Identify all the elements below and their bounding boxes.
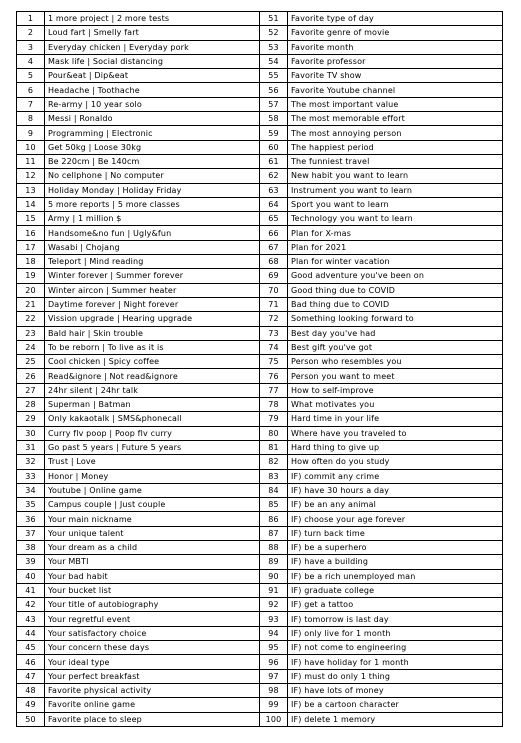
left-item-text: Be 220cm | Be 140cm (45, 154, 260, 168)
right-item-text: The funniest travel (288, 154, 503, 168)
right-item-number: 91 (260, 583, 288, 597)
right-item-text: IF) be a cartoon character (288, 698, 503, 712)
left-item-text: Only kakaotalk | SMS&phonecall (45, 412, 260, 426)
right-item-text: IF) tomorrow is last day (288, 612, 503, 626)
right-item-number: 71 (260, 297, 288, 311)
right-item-number: 69 (260, 269, 288, 283)
left-item-number: 47 (17, 669, 45, 683)
table-row (17, 83, 503, 97)
left-item-text: Re-army | 10 year solo (45, 97, 260, 111)
left-item-number: 41 (17, 583, 45, 597)
left-item-number: 46 (17, 655, 45, 669)
right-item-number: 83 (260, 469, 288, 483)
table-row (17, 612, 503, 626)
right-item-text: Sport you want to learn (288, 197, 503, 211)
right-item-number: 51 (260, 12, 288, 26)
table-row (17, 583, 503, 597)
left-item-number: 11 (17, 154, 45, 168)
right-item-number: 54 (260, 54, 288, 68)
right-item-number: 80 (260, 426, 288, 440)
left-item-number: 43 (17, 612, 45, 626)
table-row (17, 12, 503, 26)
table-row (17, 483, 503, 497)
right-item-text: Plan for winter vacation (288, 255, 503, 269)
table-row (17, 283, 503, 297)
right-item-number: 67 (260, 240, 288, 254)
left-item-text: Daytime forever | Night forever (45, 297, 260, 311)
right-item-number: 77 (260, 383, 288, 397)
left-item-text: Teleport | Mind reading (45, 255, 260, 269)
left-item-number: 5 (17, 69, 45, 83)
table-row (17, 655, 503, 669)
right-item-text: How often do you study (288, 455, 503, 469)
question-table (16, 11, 503, 727)
left-item-text: Your perfect breakfast (45, 669, 260, 683)
left-item-text: Your MBTI (45, 555, 260, 569)
left-item-text: Get 50kg | Loose 30kg (45, 140, 260, 154)
right-item-text: Best gift you've got (288, 340, 503, 354)
left-item-number: 44 (17, 626, 45, 640)
right-item-text: IF) choose your age forever (288, 512, 503, 526)
table-row (17, 398, 503, 412)
right-item-text: Where have you traveled to (288, 426, 503, 440)
right-item-number: 52 (260, 26, 288, 40)
right-item-text: The most annoying person (288, 126, 503, 140)
left-item-text: Your bucket list (45, 583, 260, 597)
left-item-text: Your bad habit (45, 569, 260, 583)
right-item-text: New habit you want to learn (288, 169, 503, 183)
table-row (17, 669, 503, 683)
left-item-text: Go past 5 years | Future 5 years (45, 440, 260, 454)
table-row (17, 197, 503, 211)
table-row (17, 683, 503, 697)
right-item-number: 73 (260, 326, 288, 340)
left-item-number: 13 (17, 183, 45, 197)
table-row (17, 698, 503, 712)
right-item-number: 74 (260, 340, 288, 354)
right-item-number: 94 (260, 626, 288, 640)
right-item-number: 92 (260, 598, 288, 612)
left-item-number: 24 (17, 340, 45, 354)
right-item-text: IF) have lots of money (288, 683, 503, 697)
right-item-text: Favorite month (288, 40, 503, 54)
right-item-number: 93 (260, 612, 288, 626)
left-item-number: 30 (17, 426, 45, 440)
table-row (17, 212, 503, 226)
table-row (17, 312, 503, 326)
left-item-number: 36 (17, 512, 45, 526)
right-item-number: 55 (260, 69, 288, 83)
table-row (17, 169, 503, 183)
right-item-number: 72 (260, 312, 288, 326)
left-item-text: Headache | Toothache (45, 83, 260, 97)
left-item-number: 40 (17, 569, 45, 583)
left-item-number: 26 (17, 369, 45, 383)
left-item-text: Favorite place to sleep (45, 712, 260, 726)
table-row (17, 183, 503, 197)
table-row (17, 69, 503, 83)
right-item-text: Hard time in your life (288, 412, 503, 426)
left-item-number: 10 (17, 140, 45, 154)
left-item-text: Trust | Love (45, 455, 260, 469)
left-item-text: To be reborn | To live as it is (45, 340, 260, 354)
right-item-number: 89 (260, 555, 288, 569)
left-item-number: 50 (17, 712, 45, 726)
table-row (17, 641, 503, 655)
right-item-text: Favorite TV show (288, 69, 503, 83)
left-item-number: 9 (17, 126, 45, 140)
table-row (17, 440, 503, 454)
left-item-number: 37 (17, 526, 45, 540)
left-item-text: Winter aircon | Summer heater (45, 283, 260, 297)
left-item-number: 16 (17, 226, 45, 240)
left-item-text: Vission upgrade | Hearing upgrade (45, 312, 260, 326)
right-item-number: 61 (260, 154, 288, 168)
right-item-number: 66 (260, 226, 288, 240)
table-row (17, 469, 503, 483)
left-item-text: Favorite online game (45, 698, 260, 712)
table-row (17, 540, 503, 554)
right-item-text: Good adventure you've been on (288, 269, 503, 283)
left-item-number: 42 (17, 598, 45, 612)
table-row (17, 112, 503, 126)
left-item-number: 20 (17, 283, 45, 297)
right-item-number: 81 (260, 440, 288, 454)
right-item-text: Favorite type of day (288, 12, 503, 26)
left-item-number: 28 (17, 398, 45, 412)
right-item-number: 78 (260, 398, 288, 412)
left-item-number: 22 (17, 312, 45, 326)
left-item-text: Programming | Electronic (45, 126, 260, 140)
left-item-number: 25 (17, 355, 45, 369)
left-item-number: 21 (17, 297, 45, 311)
left-item-number: 38 (17, 540, 45, 554)
table-row (17, 369, 503, 383)
right-item-text: IF) must do only 1 thing (288, 669, 503, 683)
left-item-text: 5 more reports | 5 more classes (45, 197, 260, 211)
left-item-number: 48 (17, 683, 45, 697)
right-item-number: 99 (260, 698, 288, 712)
table-row (17, 355, 503, 369)
table-row (17, 269, 503, 283)
left-item-text: Mask life | Social distancing (45, 54, 260, 68)
left-item-number: 12 (17, 169, 45, 183)
table-row (17, 326, 503, 340)
table-row (17, 455, 503, 469)
right-item-number: 96 (260, 655, 288, 669)
left-item-text: Your concern these days (45, 641, 260, 655)
right-item-number: 87 (260, 526, 288, 540)
left-item-number: 29 (17, 412, 45, 426)
right-item-text: IF) turn back time (288, 526, 503, 540)
table-row (17, 297, 503, 311)
left-item-number: 17 (17, 240, 45, 254)
table-row (17, 126, 503, 140)
left-item-text: Cool chicken | Spicy coffee (45, 355, 260, 369)
right-item-text: Good thing due to COVID (288, 283, 503, 297)
left-item-text: Your unique talent (45, 526, 260, 540)
table-row (17, 97, 503, 111)
right-item-text: Plan for 2021 (288, 240, 503, 254)
right-item-number: 95 (260, 641, 288, 655)
left-item-text: Curry flv poop | Poop flv curry (45, 426, 260, 440)
right-item-text: Something looking forward to (288, 312, 503, 326)
table-row (17, 140, 503, 154)
left-item-number: 6 (17, 83, 45, 97)
left-item-text: Messi | Ronaldo (45, 112, 260, 126)
left-item-text: Your satisfactory choice (45, 626, 260, 640)
left-item-text: Pour&eat | Dip&eat (45, 69, 260, 83)
table-row (17, 255, 503, 269)
right-item-number: 100 (260, 712, 288, 726)
right-item-text: IF) delete 1 memory (288, 712, 503, 726)
table-row (17, 498, 503, 512)
table-row (17, 712, 503, 726)
left-item-number: 14 (17, 197, 45, 211)
right-item-text: Hard thing to give up (288, 440, 503, 454)
right-item-number: 90 (260, 569, 288, 583)
left-item-number: 39 (17, 555, 45, 569)
right-item-text: Person who resembles you (288, 355, 503, 369)
right-item-number: 84 (260, 483, 288, 497)
table-row (17, 54, 503, 68)
right-item-text: IF) get a tattoo (288, 598, 503, 612)
left-item-number: 1 (17, 12, 45, 26)
table-row (17, 40, 503, 54)
left-item-number: 4 (17, 54, 45, 68)
left-item-number: 19 (17, 269, 45, 283)
table-row (17, 26, 503, 40)
table-row (17, 426, 503, 440)
right-item-number: 86 (260, 512, 288, 526)
left-item-number: 34 (17, 483, 45, 497)
right-item-number: 63 (260, 183, 288, 197)
right-item-number: 56 (260, 83, 288, 97)
table-row (17, 569, 503, 583)
right-item-text: The most memorable effort (288, 112, 503, 126)
right-item-number: 82 (260, 455, 288, 469)
right-item-text: IF) be a rich unemployed man (288, 569, 503, 583)
table-row (17, 383, 503, 397)
left-item-number: 49 (17, 698, 45, 712)
table-row (17, 240, 503, 254)
left-item-number: 32 (17, 455, 45, 469)
right-item-text: How to self-improve (288, 383, 503, 397)
left-item-text: Wasabi | Chojang (45, 240, 260, 254)
left-item-text: Handsome&no fun | Ugly&fun (45, 226, 260, 240)
question-table-body (17, 12, 503, 727)
right-item-text: Instrument you want to learn (288, 183, 503, 197)
right-item-text: Technology you want to learn (288, 212, 503, 226)
table-row (17, 598, 503, 612)
right-item-text: IF) be an any animal (288, 498, 503, 512)
left-item-text: Everyday chicken | Everyday pork (45, 40, 260, 54)
left-item-number: 15 (17, 212, 45, 226)
table-row (17, 626, 503, 640)
left-item-text: 1 more project | 2 more tests (45, 12, 260, 26)
right-item-number: 88 (260, 540, 288, 554)
right-item-number: 58 (260, 112, 288, 126)
left-item-number: 7 (17, 97, 45, 111)
left-item-text: Your ideal type (45, 655, 260, 669)
right-item-number: 76 (260, 369, 288, 383)
left-item-number: 33 (17, 469, 45, 483)
left-item-text: Winter forever | Summer forever (45, 269, 260, 283)
right-item-text: IF) not come to engineering (288, 641, 503, 655)
right-item-number: 70 (260, 283, 288, 297)
right-item-text: Favorite genre of movie (288, 26, 503, 40)
table-row (17, 555, 503, 569)
right-item-number: 64 (260, 197, 288, 211)
table-row (17, 526, 503, 540)
right-item-number: 75 (260, 355, 288, 369)
right-item-text: Best day you've had (288, 326, 503, 340)
right-item-text: IF) commit any crime (288, 469, 503, 483)
left-item-number: 2 (17, 26, 45, 40)
right-item-text: IF) graduate college (288, 583, 503, 597)
left-item-text: Your regretful event (45, 612, 260, 626)
right-item-number: 85 (260, 498, 288, 512)
left-item-number: 31 (17, 440, 45, 454)
left-item-text: Your main nickname (45, 512, 260, 526)
right-item-number: 59 (260, 126, 288, 140)
right-item-number: 97 (260, 669, 288, 683)
table-row (17, 154, 503, 168)
left-item-text: Your title of autobiography (45, 598, 260, 612)
left-item-text: Army | 1 million $ (45, 212, 260, 226)
left-item-number: 35 (17, 498, 45, 512)
left-item-text: Holiday Monday | Holiday Friday (45, 183, 260, 197)
table-row (17, 340, 503, 354)
right-item-text: Favorite Youtube channel (288, 83, 503, 97)
right-item-number: 53 (260, 40, 288, 54)
left-item-text: Loud fart | Smelly fart (45, 26, 260, 40)
left-item-text: Your dream as a child (45, 540, 260, 554)
left-item-text: Campus couple | Just couple (45, 498, 260, 512)
right-item-text: IF) be a superhero (288, 540, 503, 554)
right-item-text: IF) have holiday for 1 month (288, 655, 503, 669)
right-item-number: 60 (260, 140, 288, 154)
right-item-number: 68 (260, 255, 288, 269)
right-item-text: Person you want to meet (288, 369, 503, 383)
right-item-text: Plan for X-mas (288, 226, 503, 240)
left-item-text: No cellphone | No computer (45, 169, 260, 183)
right-item-text: The most important value (288, 97, 503, 111)
left-item-text: Bald hair | Skin trouble (45, 326, 260, 340)
left-item-text: Superman | Batman (45, 398, 260, 412)
right-item-number: 62 (260, 169, 288, 183)
right-item-text: IF) have 30 hours a day (288, 483, 503, 497)
left-item-text: 24hr silent | 24hr talk (45, 383, 260, 397)
right-item-number: 98 (260, 683, 288, 697)
right-item-number: 79 (260, 412, 288, 426)
right-item-text: Bad thing due to COVID (288, 297, 503, 311)
left-item-number: 8 (17, 112, 45, 126)
left-item-number: 23 (17, 326, 45, 340)
right-item-text: The happiest period (288, 140, 503, 154)
right-item-text: Favorite professor (288, 54, 503, 68)
left-item-number: 27 (17, 383, 45, 397)
left-item-number: 3 (17, 40, 45, 54)
left-item-text: Favorite physical activity (45, 683, 260, 697)
right-item-text: IF) have a building (288, 555, 503, 569)
left-item-text: Honor | Money (45, 469, 260, 483)
right-item-text: IF) only live for 1 month (288, 626, 503, 640)
right-item-text: What motivates you (288, 398, 503, 412)
table-row (17, 226, 503, 240)
left-item-text: Youtube | Online game (45, 483, 260, 497)
left-item-number: 18 (17, 255, 45, 269)
left-item-number: 45 (17, 641, 45, 655)
table-row (17, 512, 503, 526)
table-row (17, 412, 503, 426)
right-item-number: 65 (260, 212, 288, 226)
left-item-text: Read&ignore | Not read&ignore (45, 369, 260, 383)
right-item-number: 57 (260, 97, 288, 111)
